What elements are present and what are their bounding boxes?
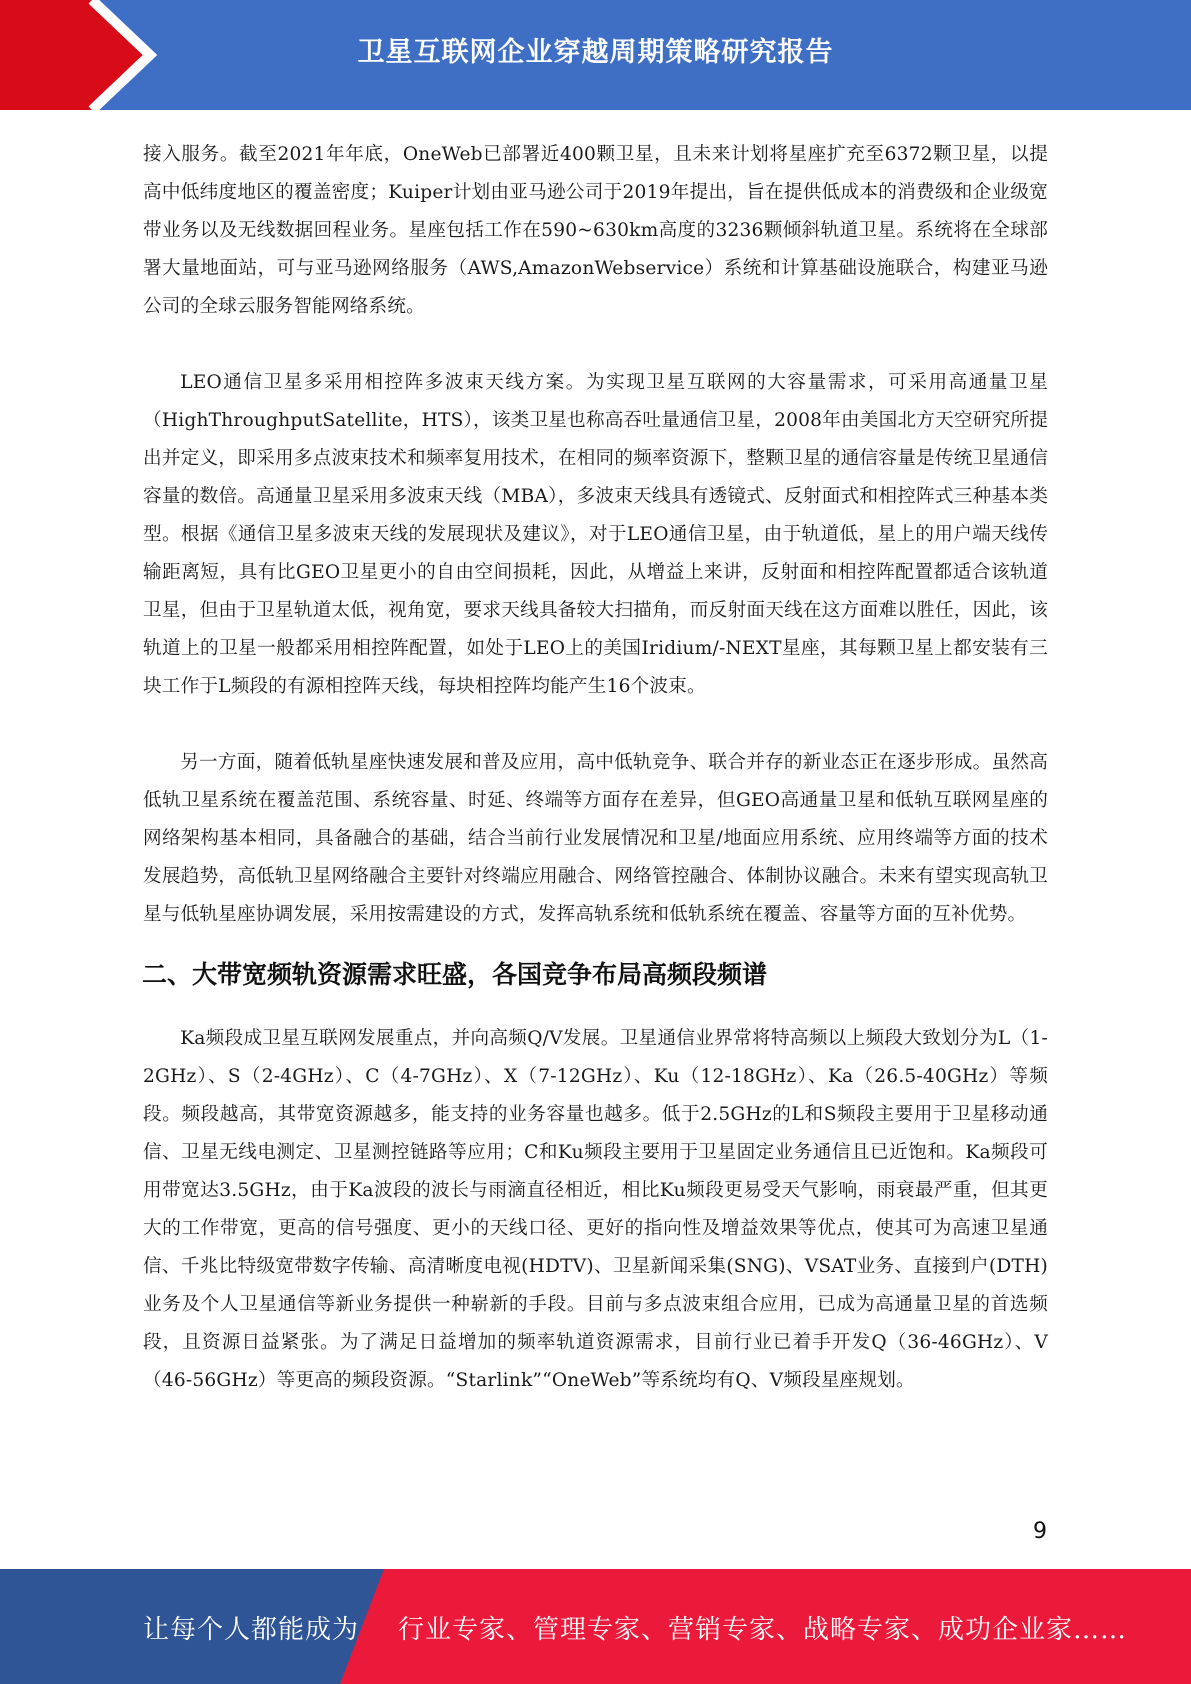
footer-slogan-right: 行业专家、管理专家、营销专家、战略专家、成功企业家…… [398, 1615, 1128, 1645]
page-footer [0, 1569, 1191, 1684]
paragraph-ka-band: Ka频段成卫星互联网发展重点，并向高频Q/V发展。卫星通信业界常将特高频以上频段大致划分为L（1-2GHz）、S（2-4GHz）、C（4-7GHz）、X（7-12GHz）、Ku（12-18GHz）、Ka（26.5-40GHz）等频段。频段越高，其带宽资源越多，能支持的业务容量也越多。低于2.5GHz的L和S频段主要用于卫星移动通信、卫星无线电测定、卫星测控链路等应用；C和Ku频段主要用于卫星固定业务通信且已近饱和。Ka频段可用带宽达3.5GHz，由于Ka波段的波长与雨滴直径相近，相比Ku频段更易受天气影响，雨衰最严重，但其更大的工作带宽，更高的信号强度、更小的天线口径、更好的指向性及增益效果等优点，使其可为高速卫星通信、千兆比特级宽带数字传输、高清晰度电视(HDTV)、卫星新闻采集(SNG)、VSAT业务、直接到户(DTH)业务及个人卫星通信等新业务提供一种崭新的手段。目前与多点波束组合应用，已成为高通量卫星的首选频段，且资源日益紧张。为了满足日益增加的频率轨道资源需求，目前行业已着手开发Q（36-46GHz）、V（46-56GHz）等更高的频段资源。“Starlink”“OneWeb”等系统均有Q、V频段星座规划。 [143, 1028, 1048, 1391]
paragraph-oneweb-kuiper: 接入服务。截至2021年年底，OneWeb已部署近400颗卫星，且未来计划将星座扩充至6372颗卫星，以提高中低纬度地区的覆盖密度；Kuiper计划由亚马逊公司于2019年提出，旨在提供低成本的消费级和企业级宽带业务以及无线数据回程业务。星座包括工作在590~630km高度的3236颗倾斜轨道卫星。系统将在全球部署大量地面站，可与亚马逊网络服务（AWS,AmazonWebservice）系统和计算基础设施联合，构建亚马逊公司的全球云服务智能网络系统。 [143, 144, 1048, 317]
footer-slogan-left: 让每个人都能成为 [143, 1615, 360, 1645]
section-heading: 二、大带宽频轨资源需求旺盛，各国竞争布局高频段频谱 [142, 960, 768, 989]
report-title: 卫星互联网企业穿越周期策略研究报告 [357, 37, 834, 68]
paragraph-orbit-fusion: 另一方面，随着低轨星座快速发展和普及应用，高中低轨竞争、联合并存的新业态正在逐步形成。虽然高低轨卫星系统在覆盖范围、系统容量、时延、终端等方面存在差异，但GEO高通量卫星和低轨互联网星座的网络架构基本相同，具备融合的基础，结合当前行业发展情况和卫星/地面应用系统、应用终端等方面的技术发展趋势，高低轨卫星网络融合主要针对终端应用融合、网络管控融合、体制协议融合。未来有望实现高轨卫星与低轨星座协调发展，采用按需建设的方式，发挥高轨系统和低轨系统在覆盖、容量等方面的互补优势。 [143, 752, 1048, 925]
page-header [0, 0, 1191, 110]
paragraph-gap [143, 326, 1048, 364]
paragraph-leo-antenna: LEO通信卫星多采用相控阵多波束天线方案。为实现卫星互联网的大容量需求，可采用高通量卫星（HighThroughputSatellite，HTS），该类卫星也称高吞吐量通信卫星，2008年由美国北方天空研究所提出并定义，即采用多点波束技术和频率复用技术，在相同的频率资源下，整颗卫星的通信容量是传统卫星通信容量的数倍。高通量卫星采用多波束天线（MBA），多波束天线具有透镜式、反射面式和相控阵式三种基本类型。根据《通信卫星多波束天线的发展现状及建议》，对于LEO通信卫星，由于轨道低，星上的用户端天线传输距离短，具有比GEO卫星更小的自由空间损耗，因此，从增益上来讲，反射面和相控阵配置都适合该轨道卫星，但由于卫星轨道太低，视角宽，要求天线具备较大扫描角，而反射面天线在这方面难以胜任，因此，该轨道上的卫星一般都采用相控阵配置，如处于LEO上的美国Iridium/-NEXT星座，其每颗卫星上都安装有三块工作于L频段的有源相控阵天线，每块相控阵均能产生16个波束。 [143, 372, 1048, 697]
paragraph-gap [143, 706, 1048, 744]
report-body [143, 136, 1048, 1400]
page-number: 9 [1033, 1519, 1047, 1544]
